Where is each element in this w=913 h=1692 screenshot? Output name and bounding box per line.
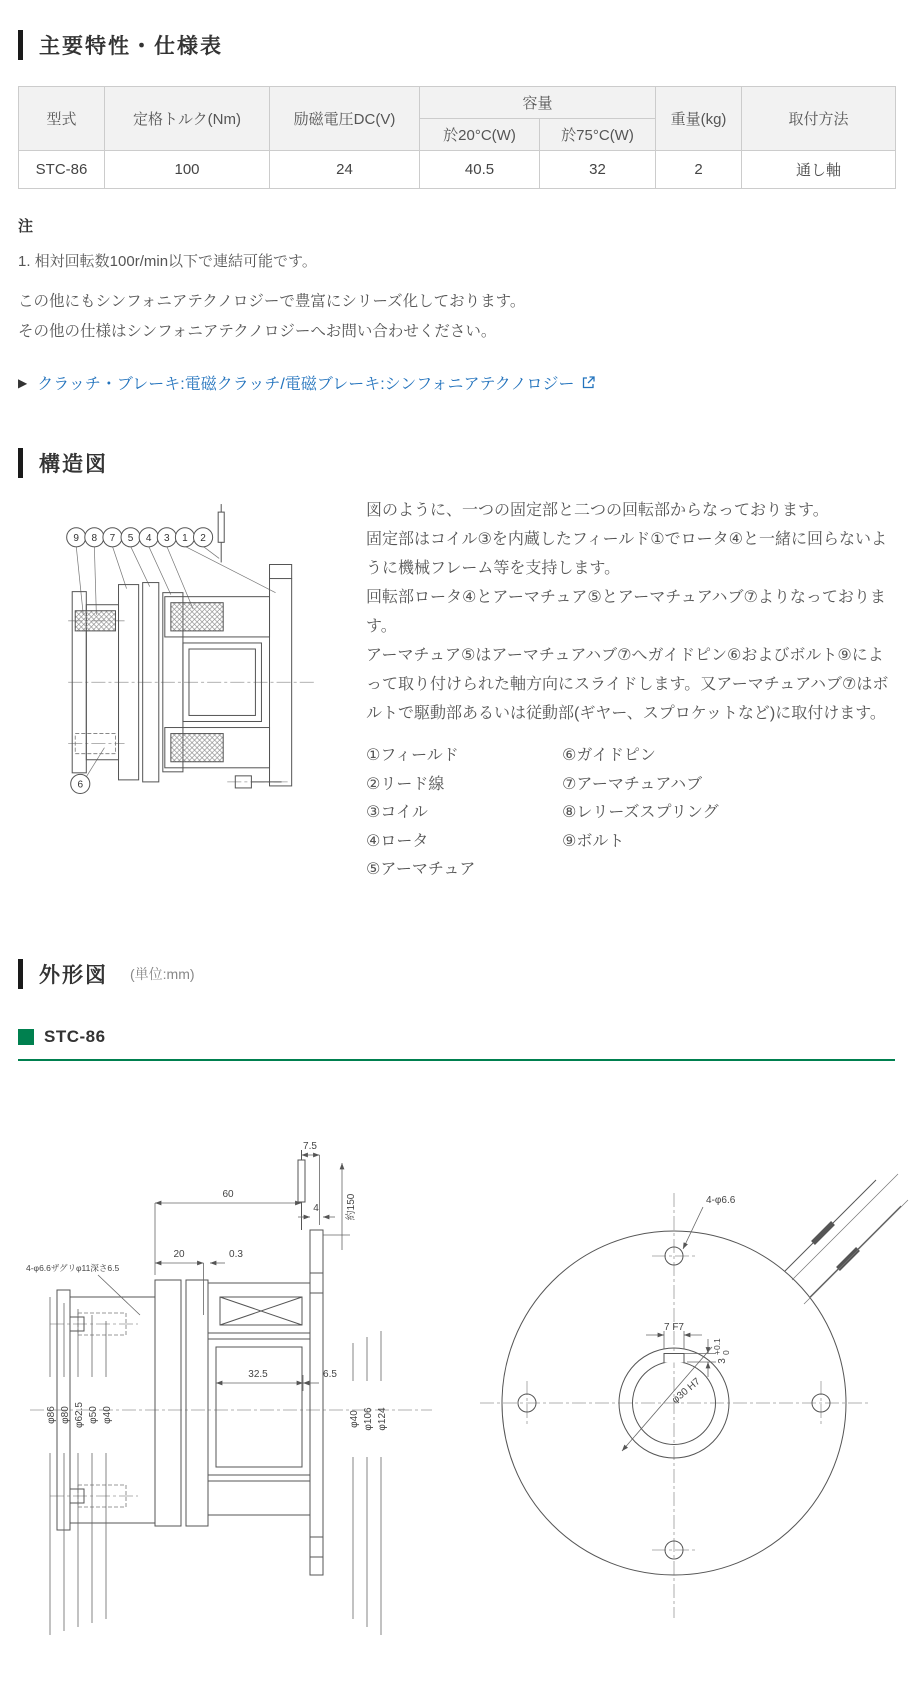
dim-key-tol-bot: 0	[721, 1349, 731, 1355]
dim-dia-106: φ106	[363, 1406, 374, 1431]
callout-1: 1	[182, 532, 188, 544]
callout-4: 4	[145, 532, 152, 544]
callout-9: 9	[73, 532, 80, 544]
green-divider	[18, 1059, 895, 1061]
dim-flange-thickness: 4	[313, 1202, 319, 1214]
structure-diagram	[66, 496, 318, 798]
cell-capacity-20: 40.5	[420, 151, 540, 189]
green-square-icon	[18, 1029, 34, 1045]
dim-bore: φ30 H7	[670, 1375, 703, 1406]
page	[0, 30, 913, 1692]
spec-table	[18, 86, 896, 189]
part-item: ⑨ボルト	[562, 832, 625, 850]
dim-total-length: 60	[222, 1188, 234, 1200]
description-paragraph: アーマチュア⑤はアーマチュアハブ⑦へガイドピン⑥およびボルト⑨によって取り付けられた軸方向にスライドします。又アーマチュアハブ⑦はボルトで駆動部あるいは従動部(ギヤー、スプロケットなど)に取付けます。	[366, 647, 889, 722]
cell-torque: 100	[105, 151, 270, 189]
structure-section-heading	[18, 448, 895, 478]
cell-weight: 2	[656, 151, 742, 189]
dim-dia-62-5: φ62.5	[74, 1401, 85, 1428]
callout-6: 6	[77, 779, 84, 791]
dim-key-depth: 3	[717, 1357, 728, 1364]
part-item: ⑦アーマチュアハブ	[562, 775, 703, 793]
callout-8: 8	[91, 532, 98, 544]
heading-bar	[18, 30, 23, 60]
part-item: ④ロータ	[366, 832, 429, 850]
heading-bar	[18, 448, 23, 478]
description-paragraph: 固定部はコイル③を内蔵したフィールド①でロータ④と一緒に回らないように機械フレーム等を支持します。	[366, 531, 887, 577]
dim-key-width: 7 F7	[663, 1321, 685, 1333]
info-paragraphs	[18, 287, 895, 347]
structure-description	[366, 496, 895, 885]
dim-dia-50: φ50	[88, 1405, 99, 1424]
col-header-capacity-75: 於75°C(W)	[540, 119, 656, 151]
part-item: ③コイル	[366, 804, 428, 821]
dim-lead-length: 約150	[346, 1193, 357, 1220]
external-link-icon	[581, 375, 596, 390]
part-item: ⑧レリーズスプリング	[562, 804, 719, 821]
structure-row	[18, 496, 895, 885]
part-item: ⑤アーマチュア	[366, 861, 476, 878]
dim-key-tol-top: +0.1	[712, 1337, 722, 1355]
spec-section-title: 主要特性・仕様表	[39, 35, 223, 58]
part-item: ①フィールド	[366, 747, 459, 764]
description-paragraph: 図のように、一つの固定部と二つの回転部からなっております。	[366, 502, 829, 519]
structure-figure-wrap	[18, 496, 366, 885]
link-arrow-icon: ▶	[18, 375, 28, 390]
parts-list-left	[366, 742, 562, 885]
col-header-model: 型式	[19, 87, 105, 151]
content	[0, 30, 913, 1648]
dim-dia-40-left: φ40	[102, 1405, 113, 1424]
parts-list	[366, 742, 895, 885]
outline-front-view	[450, 1103, 910, 1648]
description-paragraph: 回転部ロータ④とアーマチュア⑤とアーマチュアハブ⑦よりなっております。	[366, 589, 886, 635]
dim-dia-124: φ124	[377, 1406, 388, 1431]
spec-section-heading	[18, 30, 895, 60]
col-header-voltage: 励磁電圧DC(V)	[270, 87, 420, 151]
part-item: ⑥ガイドピン	[562, 747, 656, 764]
cell-model: STC-86	[19, 151, 105, 189]
col-header-torque: 定格トルク(Nm)	[105, 87, 270, 151]
dim-offset: 6.5	[323, 1368, 337, 1380]
col-header-capacity: 容量	[420, 87, 656, 119]
col-header-mounting: 取付方法	[742, 87, 896, 151]
outline-section-title: 外形図	[39, 963, 108, 987]
part-item: ②リード線	[366, 775, 445, 793]
callout-5: 5	[127, 532, 134, 544]
dim-dia-86: φ86	[46, 1405, 57, 1424]
outline-unit-label: (単位:mm)	[130, 965, 195, 982]
outline-drawings	[18, 1075, 895, 1648]
table-row	[19, 151, 896, 189]
col-header-capacity-20: 於20°C(W)	[420, 119, 540, 151]
heading-bar	[18, 959, 23, 989]
outline-side-view	[20, 1075, 440, 1645]
structure-section-title: 構造図	[39, 453, 108, 476]
note-item: 1. 相対回転数100r/min以下で連結可能です。	[18, 253, 317, 270]
outline-section-heading	[18, 959, 895, 989]
product-link-row	[18, 371, 895, 394]
callout-7: 7	[109, 532, 116, 544]
note-label: 注	[18, 218, 34, 235]
model-heading	[18, 1027, 895, 1047]
cell-mounting: 通し軸	[742, 151, 896, 189]
product-link[interactable]: クラッチ・ブレーキ:電磁クラッチ/電磁ブレーキ:シンフォニアテクノロジー	[37, 376, 575, 393]
info-paragraph: その他の仕様はシンフォニアテクノロジーへお問い合わせください。	[18, 323, 497, 340]
callout-2: 2	[200, 532, 206, 544]
cell-capacity-75: 32	[540, 151, 656, 189]
dim-counterbore: 4-φ6.6ザグリφ11深さ6.5	[26, 1262, 120, 1273]
dim-key-depth-group	[712, 1337, 731, 1363]
dim-dia-40-right: φ40	[349, 1409, 360, 1428]
dim-bolt-holes: 4-φ6.6	[706, 1194, 736, 1206]
dim-hub-length: 20	[173, 1248, 185, 1260]
cell-voltage: 24	[270, 151, 420, 189]
info-paragraph: この他にもシンフォニアテクノロジーで豊富にシリーズ化しております。	[18, 293, 526, 310]
dim-rotor-length: 32.5	[248, 1368, 268, 1380]
dim-dia-80: φ80	[60, 1405, 71, 1424]
dim-air-gap: 0.3	[229, 1248, 243, 1260]
dim-lead-offset: 7.5	[303, 1140, 317, 1152]
parts-list-right	[562, 742, 719, 885]
col-header-weight: 重量(kg)	[656, 87, 742, 151]
model-name: STC-86	[44, 1026, 106, 1046]
callout-3: 3	[164, 532, 170, 544]
